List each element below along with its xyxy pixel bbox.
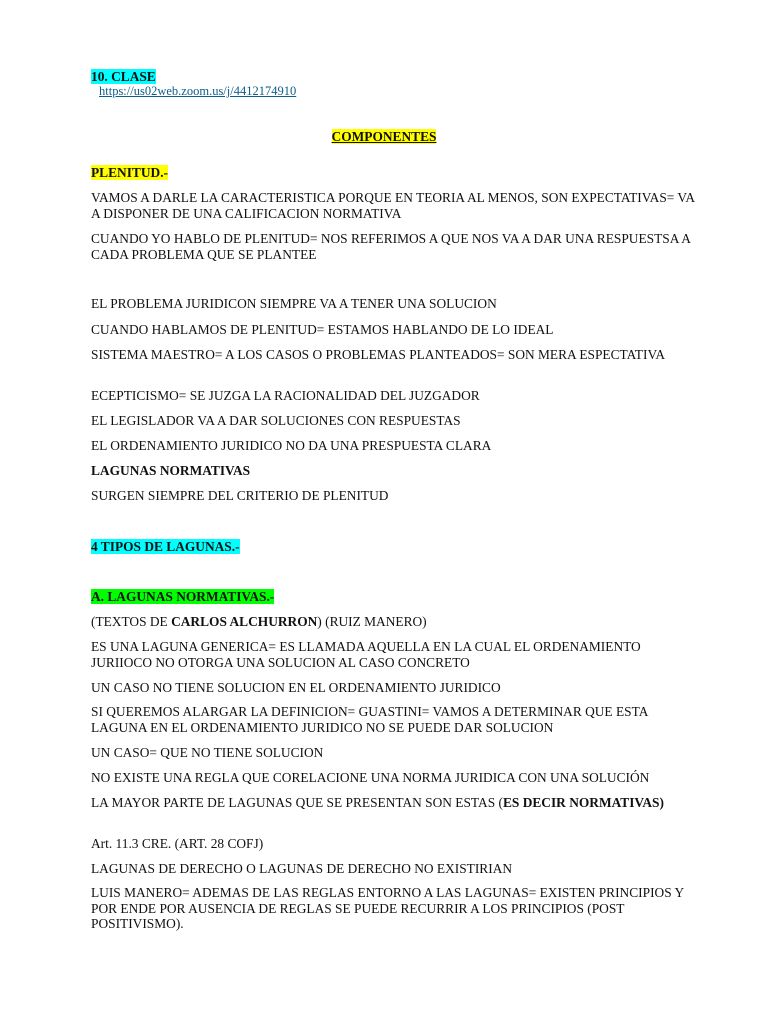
paragraph-normativas (91, 795, 701, 811)
lagunas-heading (91, 589, 701, 605)
texts-pre: (TEXTOS DE (91, 614, 172, 629)
paragraph: LUIS MANERO= ADEMAS DE LAS REGLAS ENTORNO A LAS LAGUNAS= EXISTEN PRINCIPIOS Y POR ENDE POR AUSENCIA DE REGLAS SE PUEDE RECURRIR A LOS PRINCIPIOS (POST POSITIVISMO). (91, 885, 684, 931)
tipos-heading (91, 539, 701, 555)
paragraph: UN CASO NO TIENE SOLUCION EN EL ORDENAMIENTO JURIDICO (91, 680, 501, 695)
paragraph: EL LEGISLADOR VA A DAR SOLUCIONES CON RESPUESTAS (91, 413, 461, 428)
lagunas-heading-text: A. LAGUNAS NORMATIVAS.- (91, 589, 275, 604)
plenitud-heading (91, 165, 701, 181)
paragraph: ES UNA LAGUNA GENERICA= ES LLAMADA AQUELLA EN LA CUAL EL ORDENAMIENTO JURIIOCO NO OTORGA UNA SOLUCION AL CASO CONCRETO (91, 639, 641, 670)
lagunas-normativas-label: LAGUNAS NORMATIVAS (91, 463, 251, 478)
paragraph: SI QUEREMOS ALARGAR LA DEFINICION= GUASTINI= VAMOS A DETERMINAR QUE ESTA LAGUNA EN EL ORDENAMIENTO JURIDICO NO SE PUEDE DAR SOLUCION (91, 704, 648, 735)
paragraph: NO EXISTE UNA REGLA QUE CORELACIONE UNA NORMA JURIDICA CON UNA SOLUCIÓN (91, 770, 650, 785)
texts-reference (91, 614, 701, 630)
normativas-bold: ES DECIR NORMATIVAS) (502, 795, 664, 810)
author-name: CARLOS ALCHURRON (171, 614, 318, 629)
paragraph: VAMOS A DARLE LA CARACTERISTICA PORQUE EN TEORIA AL MENOS, SON EXPECTATIVAS= VA A DISPONER DE UNA CALIFICACION NORMATIVA (91, 190, 695, 221)
tipos-heading-text: 4 TIPOS DE LAGUNAS.- (91, 539, 240, 554)
normativas-pre: LA MAYOR PARTE DE LAGUNAS QUE SE PRESENTAN SON ESTAS ( (91, 795, 503, 810)
zoom-link[interactable]: https://us02web.zoom.us/j/4412174910 (99, 84, 297, 98)
paragraph: ECEPTICISMO= SE JUZGA LA RACIONALIDAD DEL JUZGADOR (91, 388, 480, 403)
paragraph: SISTEMA MAESTRO= A LOS CASOS O PROBLEMAS PLANTEADOS= SON MERA ESPECTATIVA (91, 347, 666, 362)
article-reference: Art. 11.3 CRE. (ART. 28 COFJ) (91, 836, 264, 851)
paragraph: LAGUNAS DE DERECHO O LAGUNAS DE DERECHO NO EXISTIRIAN (91, 861, 513, 876)
paragraph: EL PROBLEMA JURIDICON SIEMPRE VA A TENER UNA SOLUCION (91, 296, 497, 311)
class-title (91, 69, 701, 85)
paragraph: EL ORDENAMIENTO JURIDICO NO DA UNA PRESPUESTA CLARA (91, 438, 492, 453)
plenitud-heading-text: PLENITUD.- (91, 165, 169, 180)
components-heading (0, 129, 768, 145)
components-heading-text: COMPONENTES (331, 129, 437, 145)
texts-post: ) (RUIZ MANERO) (317, 614, 427, 629)
paragraph: SURGEN SIEMPRE DEL CRITERIO DE PLENITUD (91, 488, 389, 503)
paragraph: CUANDO YO HABLO DE PLENITUD= NOS REFERIMOS A QUE NOS VA A DAR UNA RESPUESTSA A CADA PROBLEMA QUE SE PLANTEE (91, 231, 691, 262)
class-title-text: 10. CLASE (91, 69, 156, 84)
paragraph: CUANDO HABLAMOS DE PLENITUD= ESTAMOS HABLANDO DE LO IDEAL (91, 322, 554, 337)
paragraph: UN CASO= QUE NO TIENE SOLUCION (91, 745, 324, 760)
